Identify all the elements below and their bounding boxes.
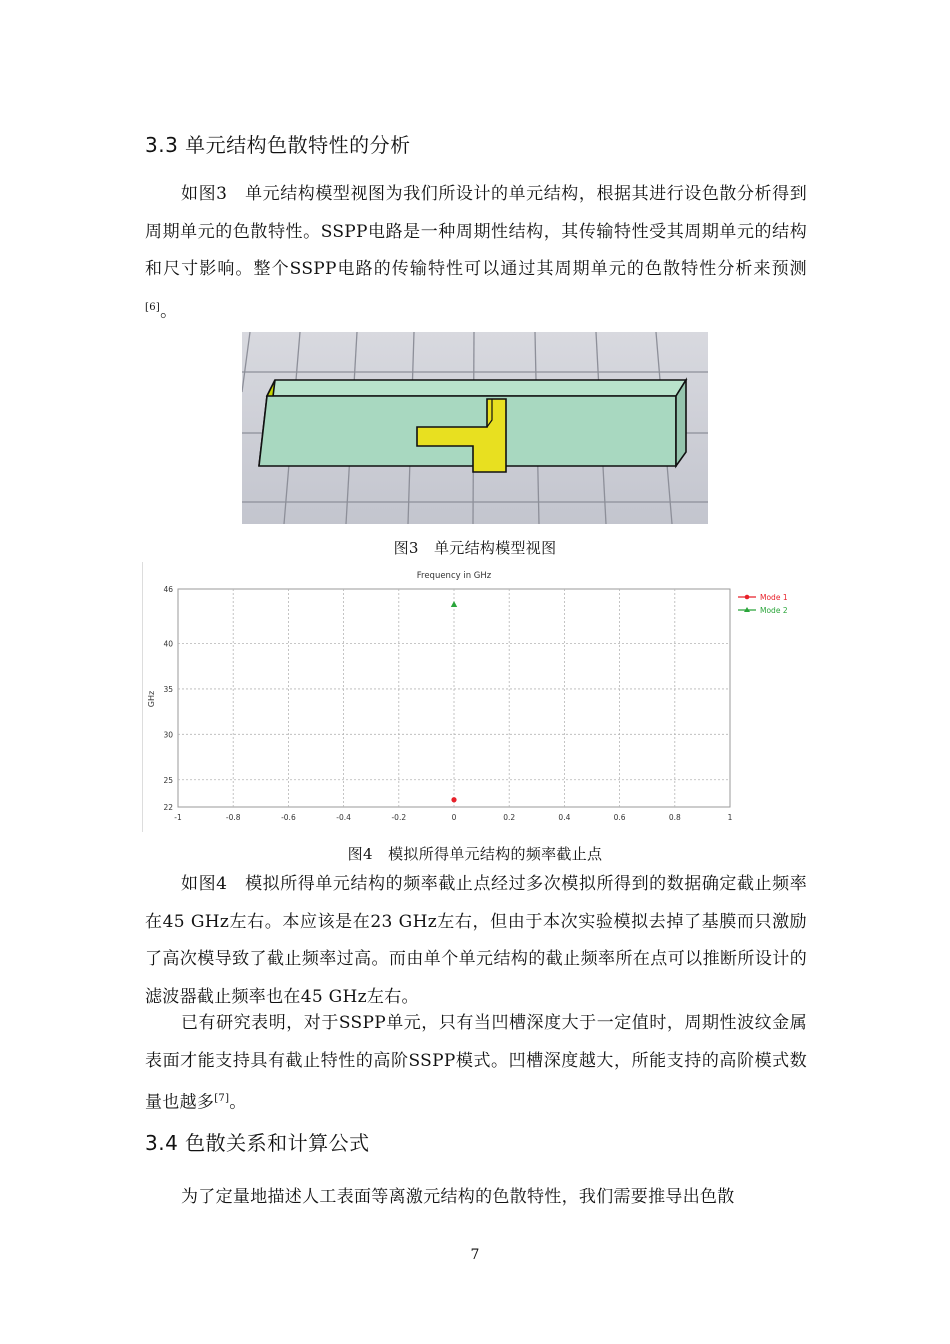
y-tick-label: 35 (163, 684, 173, 694)
cutoff-frequency-chart (142, 562, 808, 832)
page-number: 7 (470, 1247, 480, 1263)
y-axis-label: GHz (147, 690, 156, 708)
paragraph-end: 。 (160, 301, 178, 322)
paragraph-text: 已有研究表明，对于SSPP单元，只有当凹槽深度大于一定值时，周期性波纹金属表面才能支持具有截止特性的高阶SSPP模式。凹槽深度越大，所能支持的高阶模式数量也越多 (145, 1013, 807, 1113)
x-tick-label: 0.4 (558, 813, 571, 822)
x-tick-label: 0.6 (613, 813, 626, 822)
x-tick-label: -1 (174, 813, 182, 822)
figure-4-caption: 图4 模拟所得单元结构的频率截止点 (347, 845, 603, 863)
x-tick-label: 0 (451, 813, 457, 822)
y-tick-label: 40 (163, 639, 173, 649)
section-heading-3-4: 3.4 色散关系和计算公式 (145, 1131, 370, 1155)
citation-7: [7] (214, 1093, 230, 1104)
model-top-face (267, 380, 686, 396)
citation-6: [6] (145, 301, 161, 313)
y-tick-label: 25 (163, 775, 173, 785)
y-tick-label: 30 (163, 730, 173, 740)
paragraph-3-3-cutoff: 如图4 模拟所得单元结构的频率截止点经过多次模拟所得到的数据确定截止频率在45 GHz左右。本应该是在23 GHz左右，但由于本次实验模拟去掉了基膜而只激励了高次模导致了截止频率过高。而由单个单元结构的截止频率所在点可以推断所设计的滤波器截止频率也在45 GHz左右。 (145, 874, 807, 1007)
x-tick-label: -0.2 (391, 813, 407, 822)
y-tick-label: 22 (163, 803, 173, 812)
section-heading-3-3: 3.3 单元结构色散特性的分析 (145, 133, 411, 157)
paragraph-3-4-intro: 为了定量地描述人工表面等离激元结构的色散特性，我们需要推导出色散 (181, 1187, 735, 1207)
x-tick-label: 0.2 (503, 813, 516, 822)
legend-label: Mode 1 (760, 593, 788, 602)
paragraph-text: 如图3 单元结构模型视图为我们所设计的单元结构，根据其进行设色散分析得到周期单元的色散特性。SSPP电路是一种周期性结构，其传输特性受其周期单元的结构和尺寸影响。整个SSPP电路的传输特性可以通过其周期单元的色散特性分析来预测 (145, 184, 807, 279)
x-tick-label: 1 (727, 813, 733, 822)
chart-title: Frequency in GHz (416, 571, 492, 581)
data-point-mode-1 (451, 797, 456, 802)
x-tick-label: -0.8 (225, 813, 241, 822)
paragraph-end: 。 (229, 1092, 247, 1113)
figure-3-caption: 图3 单元结构模型视图 (393, 539, 557, 557)
x-tick-label: -0.6 (281, 813, 296, 822)
y-tick-label: 46 (163, 585, 173, 594)
x-tick-label: 0.8 (668, 813, 681, 822)
legend-label: Mode 2 (760, 606, 788, 615)
legend-marker-circle (745, 595, 750, 600)
paragraph-3-3-intro (145, 176, 807, 331)
paragraph-3-3-research (145, 1005, 807, 1122)
model-end-face (676, 380, 686, 466)
unit-structure-model-figure (242, 332, 708, 524)
x-tick-label: -0.4 (336, 813, 351, 822)
